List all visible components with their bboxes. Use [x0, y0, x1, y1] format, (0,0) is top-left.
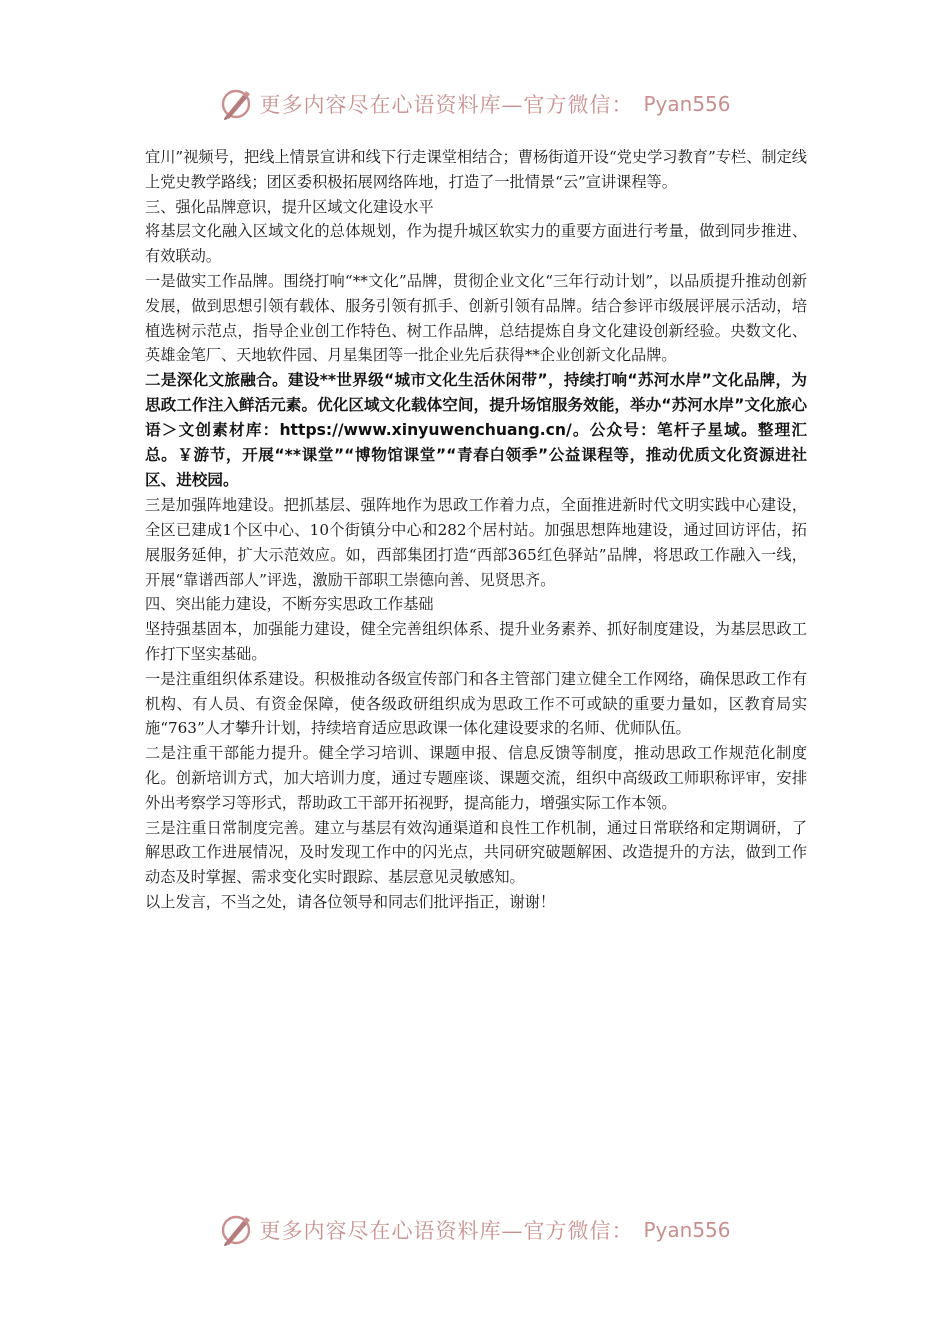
paragraph: 三是注重日常制度完善。建立与基层有效沟通渠道和良性工作机制，通过日常联络和定期调研，了解思政工作进展情况，及时发现工作中的闪光点，共同研究破题解困、改造提升的方法，做到工作动态及时掌握、需求变化实时跟踪、基层意见灵敏感知。	[145, 818, 807, 887]
watermark-wechat-id: Pyan556	[643, 1218, 731, 1242]
watermark-wechat-id: Pyan556	[643, 92, 731, 116]
pen-logo-icon	[219, 87, 253, 121]
header-watermark	[0, 82, 950, 126]
document-body	[145, 145, 807, 915]
watermark-text: 更多内容尽在心语资料库—官方微信：	[259, 1219, 634, 1243]
watermark-text: 更多内容尽在心语资料库—官方微信：	[259, 93, 634, 117]
bold-paragraph: 二是深化文旅融合。建设**世界级“城市文化生活休闲带”，持续打响“苏河水岸”文化品牌，为思政工作注入鲜活元素。优化区域文化载体空间，提升场馆服务效能，举办“苏河水岸”文化旅心语＞文创素材库：https://www.xinyuwenchuang.cn/。公众号：笔杆子星域。整理汇总。￥游节，开展“**课堂”“博物馆课堂”“青春白领季”公益课程等，推动优质文化资源进社区、进校园。	[145, 371, 807, 490]
paragraph: 将基层文化融入区域文化的总体规划，作为提升城区软实力的重要方面进行考量，做到同步推进、有效联动。	[145, 222, 807, 266]
paragraph: 二是注重干部能力提升。健全学习培训、课题申报、信息反馈等制度，推动思政工作规范化制度化。创新培训方式，加大培训力度，通过专题座谈、课题交流，组织中高级政工师职称评审，安排外出考察学习等形式，帮助政工干部开拓视野，提高能力，增强实际工作本领。	[145, 744, 807, 812]
paragraph: 坚持强基固本，加强能力建设，健全完善组织体系、提升业务素养、抓好制度建设，为基层思政工作打下坚实基础。	[145, 620, 807, 663]
paragraph: 三是加强阵地建设。把抓基层、强阵地作为思政工作着力点，全面推进新时代文明实践中心建设，全区已建成1个区中心、10个街镇分中心和282个居村站。加强思想阵地建设，通过回访评估，拓展服务延伸，扩大示范效应。如，西部集团打造“西部365红色驿站”品牌，将思政工作融入一线，开展“靠谱西部人”评选，激励干部职工崇德向善、见贤思齐。	[145, 496, 807, 589]
closing-paragraph: 以上发言，不当之处，请各位领导和同志们批评指正，谢谢！	[145, 892, 556, 911]
footer-watermark	[0, 1208, 950, 1252]
paragraph: 一是注重组织体系建设。积极推动各级宣传部门和各主管部门建立健全工作网络，确保思政工作有机构、有人员、有资金保障，使各级政研组织成为思政工作不可或缺的重要力量如，区教育局实施“763”人才攀升计划，持续培育适应思政课一体化建设要求的名师、优师队伍。	[145, 669, 807, 738]
section-heading: 三、强化品牌意识，提升区域文化建设水平	[145, 197, 434, 216]
paragraph: 一是做实工作品牌。围绕打响“**文化”品牌，贯彻企业文化“三年行动计划”，以品质提升推动创新发展，做到思想引领有载体、服务引领有抓手、创新引领有品牌。结合参评市级展评展示活动，培植选树示范点，指导企业创工作特色、树工作品牌，总结提炼自身文化建设创新经验。央数文化、英雄金笔厂、天地软件园、月星集团等一批企业先后获得**企业创新文化品牌。	[145, 271, 807, 365]
section-heading: 四、突出能力建设，不断夯实思政工作基础	[145, 595, 434, 614]
paragraph: 宜川”视频号，把线上情景宣讲和线下行走课堂相结合；曹杨街道开设“党史学习教育”专栏、制定线上党史教学路线；团区委积极拓展网络阵地，打造了一批情景“云”宣讲课程等。	[145, 148, 807, 191]
pen-logo-icon	[219, 1213, 253, 1247]
